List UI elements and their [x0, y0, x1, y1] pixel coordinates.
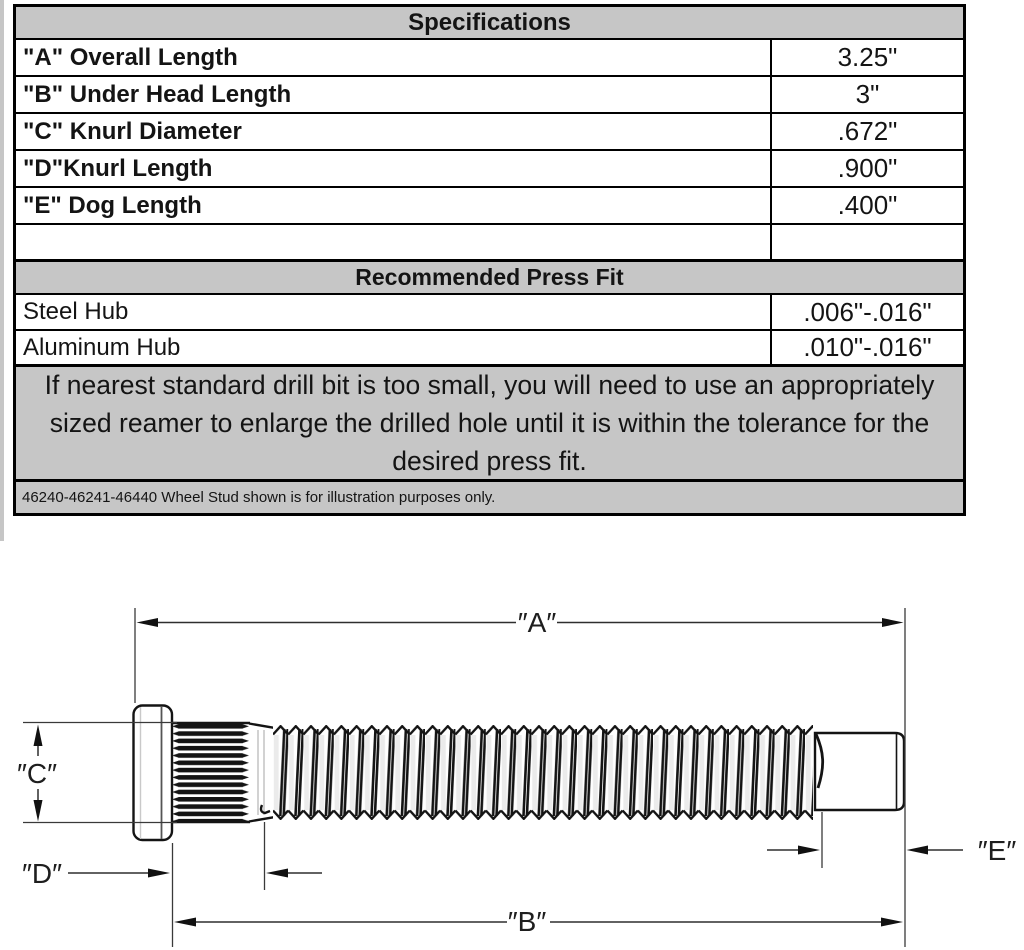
specifications-header — [16, 7, 963, 40]
arrowhead-b-right — [881, 918, 903, 927]
spec-value: .672" — [770, 114, 963, 149]
hub-label: Aluminum Hub — [23, 333, 181, 361]
spec-label: "A" Overall Length — [23, 43, 238, 71]
label-e: ″E″ — [977, 835, 1017, 866]
spec-row-knurl-diameter — [16, 114, 963, 151]
arrowhead-e-left-part — [798, 846, 820, 855]
dimension-e — [767, 846, 963, 855]
dimension-d — [68, 869, 322, 878]
arrowhead-d-left-part — [148, 869, 170, 878]
stud-head — [134, 706, 173, 841]
arrowhead-c-down — [34, 800, 43, 822]
spec-label: "D"Knurl Length — [23, 154, 213, 182]
reamer-note-text: If nearest standard drill bit is too small, you will need to use an appropriately sized reamer to enlarge the drilled hole until it is within the tolerance for the desired press fit. — [44, 370, 935, 476]
arrowhead-b-left — [174, 918, 196, 927]
spec-label: "C" Knurl Diameter — [23, 117, 242, 145]
arrowhead-a-left — [137, 618, 159, 627]
spec-row-overall-length — [16, 40, 963, 77]
stud-knurl — [172, 723, 274, 822]
label-c: ″C″ — [16, 758, 58, 789]
stud-dog-end — [815, 733, 904, 810]
spec-label: "E" Dog Length — [23, 191, 202, 219]
specifications-table — [13, 4, 966, 516]
label-d: ″D″ — [21, 858, 63, 889]
wheel-stud-diagram — [0, 560, 1024, 950]
spec-row-knurl-length — [16, 151, 963, 188]
arrowhead-e-right-part — [907, 846, 929, 855]
hub-label: Steel Hub — [23, 298, 129, 325]
spec-row-dog-length — [16, 188, 963, 225]
spec-row-under-head-length — [16, 77, 963, 114]
footnote — [16, 482, 963, 513]
spec-value-empty — [770, 225, 963, 259]
spec-value: 3" — [770, 77, 963, 112]
press-fit-row-aluminum-hub — [16, 331, 963, 367]
spec-label-empty — [16, 225, 770, 259]
specifications-header-label: Specifications — [408, 8, 571, 36]
wheel-stud-drawing — [134, 706, 905, 841]
spec-value: .400" — [770, 188, 963, 223]
arrowhead-c-up — [34, 725, 43, 747]
footnote-text: 46240-46241-46440 Wheel Stud shown is for illustration purposes only. — [22, 489, 496, 506]
arrowhead-a-right — [882, 618, 904, 627]
arrowhead-d-right-part — [266, 869, 288, 878]
spec-value: 3.25" — [770, 40, 963, 75]
label-b: ″B″ — [507, 906, 547, 937]
spec-label: "B" Under Head Length — [23, 80, 292, 108]
press-fit-row-steel-hub — [16, 295, 963, 331]
press-fit-header-label: Recommended Press Fit — [355, 264, 624, 290]
sheet-left-edge — [0, 0, 4, 541]
hub-value: .010"-.016" — [770, 331, 963, 364]
spec-value: .900" — [770, 151, 963, 186]
spec-row-empty — [16, 225, 963, 262]
press-fit-header — [16, 262, 963, 295]
stud-threads — [273, 725, 813, 820]
label-a: ″A″ — [517, 607, 557, 638]
reamer-note — [16, 367, 963, 482]
hub-value: .006"-.016" — [770, 295, 963, 329]
